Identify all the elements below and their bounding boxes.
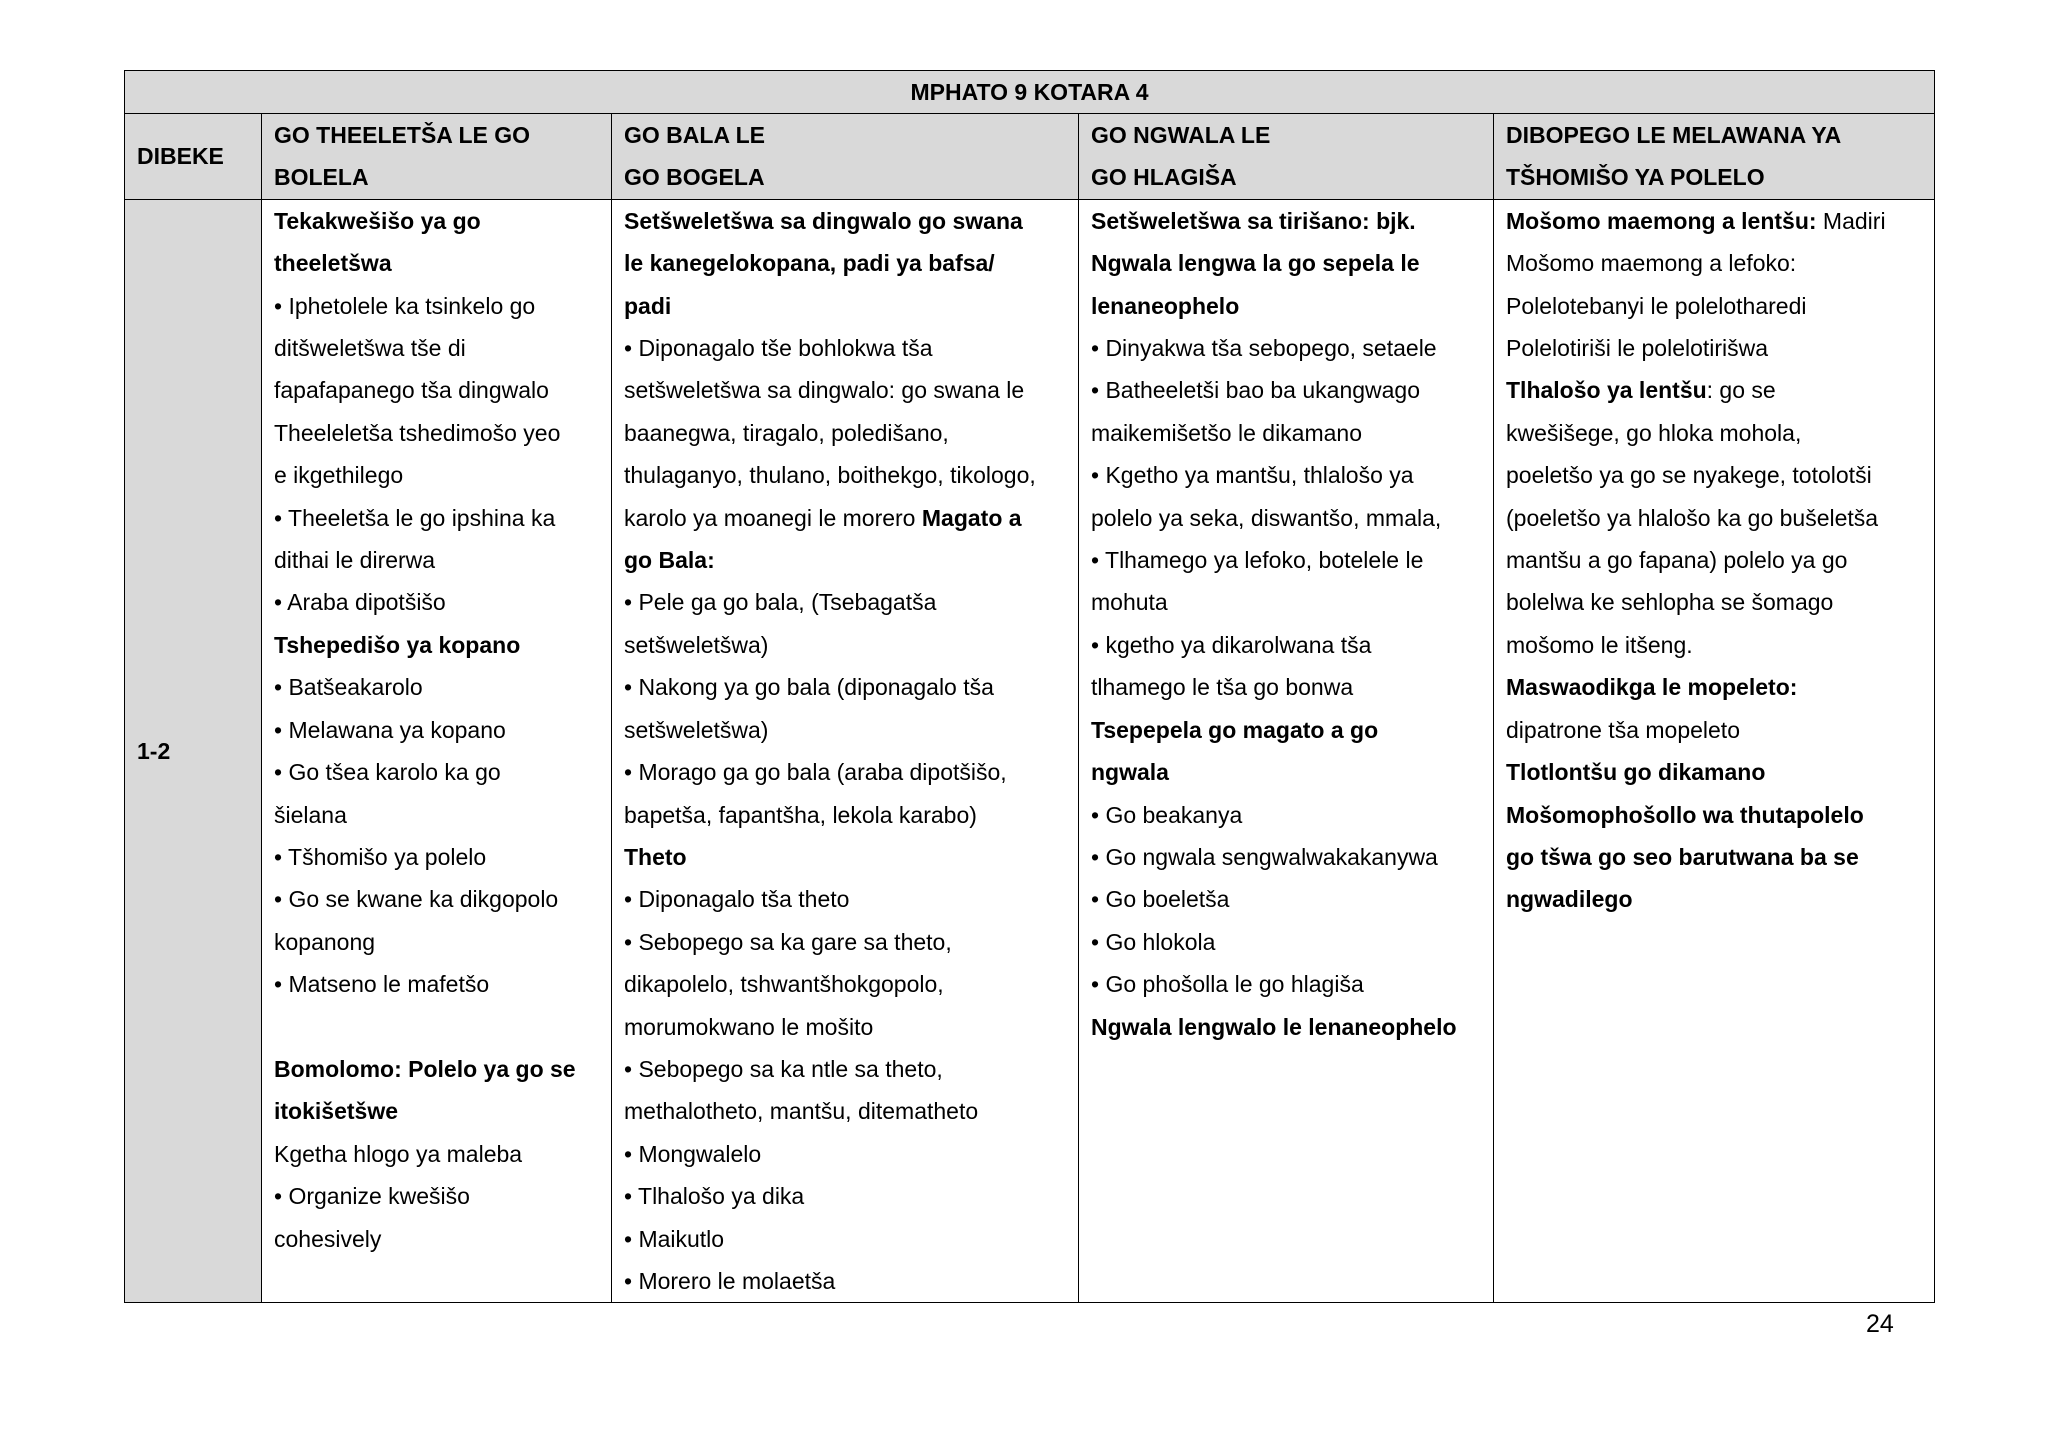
text-segment: • Go hlokola (1091, 928, 1216, 955)
text-segment: kwešišege, go hloka mohola, (1506, 419, 1802, 446)
cell-line (1091, 709, 1481, 751)
language-structures-cell (1494, 199, 1935, 1303)
text-segment: dikapolelo, tshwantšhokgopolo, (624, 971, 944, 998)
cell-line (1506, 836, 1922, 878)
text-segment: mantšu a go fapana) polelo ya go (1506, 547, 1848, 574)
text-segment: • Tlhalošo ya dika (624, 1183, 805, 1210)
text-segment: • Tšhomišo ya polelo (274, 843, 487, 870)
text-segment: • Maikutlo (624, 1225, 725, 1252)
column-header-line: GO THEELETŠA LE GO (274, 122, 530, 148)
text-segment: polelo ya seka, diswantšo, mmala, (1091, 504, 1442, 531)
text-segment: Tshepedišo ya kopano (274, 631, 521, 658)
text-segment: • Dinyakwa tša sebopego, setaele (1091, 335, 1437, 362)
text-segment: Theeleletša tshedimošo yeo (274, 419, 561, 446)
cell-line (624, 1175, 1066, 1217)
text-segment: mošomo le itšeng. (1506, 631, 1693, 658)
cell-line (624, 1133, 1066, 1175)
column-header-line: GO NGWALA LE (1091, 122, 1271, 148)
text-segment: • Go tšea karolo ka go (274, 759, 501, 786)
week-number: 1-2 (125, 199, 262, 1303)
text-segment: bolelwa ke sehlopha se šomago (1506, 589, 1834, 616)
text-segment: maikemišetšo le dikamano (1091, 419, 1363, 446)
column-header-language (1494, 114, 1935, 200)
text-segment: • Iphetolele ka tsinkelo go (274, 292, 536, 319)
text-segment: • Theeletša le go ipshina ka (274, 504, 556, 531)
column-header-line: GO BOGELA (624, 164, 765, 191)
cell-line (274, 1175, 599, 1217)
column-header-line: TŠHOMIŠO YA POLELO (1506, 164, 1765, 191)
cell-line (624, 751, 1066, 793)
text-segment: Polelotiriši le polelotirišwa (1506, 335, 1769, 362)
cell-line (1506, 581, 1922, 623)
cell-line (274, 1133, 599, 1175)
cell-line (274, 1218, 599, 1260)
text-segment: morumokwano le mošito (624, 1013, 874, 1040)
text-segment: dithai le direrwa (274, 547, 436, 574)
listening-speaking-cell (262, 199, 612, 1303)
reading-viewing-cell (612, 199, 1079, 1303)
cell-line (1506, 497, 1922, 539)
text-segment: • Matseno le mafetšo (274, 971, 490, 998)
text-segment: setšweletšwa) (624, 716, 769, 743)
column-header-reading (612, 114, 1079, 200)
cell-line (274, 412, 599, 454)
text-segment: • Batheeletši bao ba ukangwago (1091, 377, 1421, 404)
cell-line (274, 242, 599, 284)
text-segment: • Kgetho ya mantšu, thlalošo ya (1091, 462, 1414, 489)
text-segment: itokišetšwe (274, 1098, 398, 1125)
table-title: MPHATO 9 KOTARA 4 (125, 71, 1935, 114)
cell-line (1091, 666, 1481, 708)
cell-line (1091, 1006, 1481, 1048)
cell-line (274, 751, 599, 793)
blank-line (274, 1006, 599, 1048)
text-segment: • Batšeakarolo (274, 674, 423, 701)
text-segment: • kgetho ya dikarolwana tša (1091, 631, 1372, 658)
text-segment: : go se (1706, 377, 1776, 404)
cell-line (274, 200, 599, 242)
week-column-header: DIBEKE (125, 114, 262, 200)
text-segment: lenaneophelo (1091, 292, 1240, 319)
cell-line (1506, 327, 1922, 369)
cell-line (1506, 200, 1922, 242)
curriculum-page (124, 70, 1934, 1303)
cell-line (1506, 666, 1922, 708)
text-segment: • Go se kwane ka dikgopolo (274, 886, 559, 913)
cell-line (1506, 412, 1922, 454)
cell-line (274, 369, 599, 411)
cell-line (624, 539, 1066, 581)
cell-line (1091, 242, 1481, 284)
cell-line (1091, 497, 1481, 539)
cell-line (624, 454, 1066, 496)
text-segment: Tekakwešišo ya go (274, 207, 481, 234)
text-segment: go Bala: (624, 547, 715, 574)
cell-line (1091, 794, 1481, 836)
week-row (125, 199, 1935, 1303)
text-segment: Ngwala lengwalo le lenaneophelo (1091, 1013, 1457, 1040)
cell-line (1091, 412, 1481, 454)
cell-line (624, 200, 1066, 242)
text-segment: theeletšwa (274, 250, 392, 277)
text-segment: methalotheto, mantšu, ditematheto (624, 1098, 979, 1125)
cell-line (274, 709, 599, 751)
cell-line (624, 666, 1066, 708)
text-segment: le kanegelokopana, padi ya bafsa/ (624, 250, 995, 277)
cell-line (274, 285, 599, 327)
text-segment: • Diponagalo tše bohlokwa tša (624, 335, 933, 362)
text-segment: kopanong (274, 928, 376, 955)
page-number: 24 (1866, 1310, 1894, 1338)
writing-presenting-cell (1079, 199, 1494, 1303)
cell-line (624, 327, 1066, 369)
text-segment: Bomolomo: Polelo ya go se (274, 1055, 576, 1082)
cell-line (1091, 836, 1481, 878)
cell-line (1506, 454, 1922, 496)
text-segment: dipatrone tša mopeleto (1506, 716, 1740, 743)
text-segment: Theto (624, 843, 687, 870)
text-segment: Setšweletšwa sa dingwalo go swana (624, 207, 1023, 234)
text-segment: • Tlhamego ya lefoko, botelele le (1091, 547, 1424, 574)
text-segment: • Organize kwešišo (274, 1183, 470, 1210)
text-segment: Tsepepela go magato a go (1091, 716, 1379, 743)
text-segment: • Mongwalelo (624, 1140, 762, 1167)
text-segment: (poeletšo ya hlalošo ka go bušeletša (1506, 504, 1879, 531)
text-segment: thulaganyo, thulano, boithekgo, tikologo, (624, 462, 1036, 489)
cell-line (1091, 454, 1481, 496)
cell-line (1506, 878, 1922, 920)
text-segment: • Go boeletša (1091, 886, 1230, 913)
text-segment: • Sebopego sa ka ntle sa theto, (624, 1055, 943, 1082)
text-segment: Mošomophošollo wa thutapolelo (1506, 801, 1864, 828)
text-segment: padi (624, 292, 672, 319)
cell-line (1091, 921, 1481, 963)
cell-line (274, 878, 599, 920)
cell-line (1506, 285, 1922, 327)
text-segment: Tlotlontšu go dikamano (1506, 759, 1766, 786)
cell-line (274, 624, 599, 666)
cell-line (624, 242, 1066, 284)
cell-line (274, 539, 599, 581)
title-row (125, 71, 1935, 114)
curriculum-table (124, 70, 1935, 1303)
cell-line (624, 285, 1066, 327)
cell-line (1091, 878, 1481, 920)
text-segment: bapetša, fapantšha, lekola karabo) (624, 801, 977, 828)
cell-line (624, 1218, 1066, 1260)
text-segment: • Pele ga go bala, (Tsebagatša (624, 589, 937, 616)
cell-line (1091, 327, 1481, 369)
text-segment: • Morero le molaetša (624, 1267, 836, 1294)
text-segment: Setšweletšwa sa tirišano: bjk. (1091, 207, 1416, 234)
cell-line (624, 1006, 1066, 1048)
cell-line (624, 1260, 1066, 1302)
cell-line (624, 624, 1066, 666)
text-segment: Mošomo maemong a lefoko: (1506, 250, 1797, 277)
text-segment: • Morago ga go bala (araba dipotšišo, (624, 759, 1007, 786)
text-segment: poeletšo ya go se nyakege, totolotši (1506, 462, 1872, 489)
cell-line (1091, 751, 1481, 793)
cell-line (1091, 369, 1481, 411)
text-segment: setšweletšwa) (624, 631, 769, 658)
text-segment: • Go phošolla le go hlagiša (1091, 971, 1364, 998)
text-segment: ditšweletšwa tše di (274, 335, 466, 362)
text-segment: • Sebopego sa ka gare sa theto, (624, 928, 952, 955)
text-segment: go tšwa go seo barutwana ba se (1506, 843, 1859, 870)
cell-line (1506, 369, 1922, 411)
cell-line (274, 794, 599, 836)
cell-line (624, 412, 1066, 454)
cell-line (1506, 751, 1922, 793)
text-segment: • Go beakanya (1091, 801, 1243, 828)
cell-line (274, 1090, 599, 1132)
cell-line (1091, 285, 1481, 327)
text-segment: • Melawana ya kopano (274, 716, 506, 743)
text-segment: fapafapanego tša dingwalo (274, 377, 549, 404)
text-segment: karolo ya moanegi le morero (624, 504, 922, 531)
cell-line (1506, 709, 1922, 751)
cell-line (624, 1090, 1066, 1132)
text-segment: Ngwala lengwa la go sepela le (1091, 250, 1420, 277)
cell-line (1091, 200, 1481, 242)
cell-line (1091, 539, 1481, 581)
cell-line (1506, 242, 1922, 284)
cell-line (624, 794, 1066, 836)
cell-line (274, 963, 599, 1005)
text-segment: Tlhalošo ya lentšu (1506, 377, 1707, 404)
text-segment: • Nakong ya go bala (diponagalo tša (624, 674, 994, 701)
cell-line (274, 836, 599, 878)
cell-line (624, 369, 1066, 411)
cell-line (274, 581, 599, 623)
cell-line (1091, 581, 1481, 623)
text-segment: ngwadilego (1506, 886, 1633, 913)
text-segment: • Diponagalo tša theto (624, 886, 850, 913)
cell-line (624, 497, 1066, 539)
text-segment: baanegwa, tiragalo, poledišano, (624, 419, 949, 446)
text-segment: mohuta (1091, 589, 1168, 616)
cell-line (274, 666, 599, 708)
text-segment: Kgetha hlogo ya maleba (274, 1140, 523, 1167)
column-header-line: GO BALA LE (624, 122, 765, 148)
cell-line (1091, 963, 1481, 1005)
header-row (125, 114, 1935, 200)
cell-line (624, 1048, 1066, 1090)
cell-line (274, 327, 599, 369)
text-segment: Maswaodikga le mopeleto: (1506, 674, 1798, 701)
column-header-line: GO HLAGIŠA (1091, 164, 1237, 191)
text-segment: ngwala (1091, 759, 1169, 786)
text-segment: • Go ngwala sengwalwakakanywa (1091, 843, 1438, 870)
cell-line (274, 454, 599, 496)
cell-line (624, 878, 1066, 920)
text-segment: Polelotebanyi le polelotharedi (1506, 292, 1807, 319)
cell-line (274, 1048, 599, 1090)
text-segment: tlhamego le tša go bonwa (1091, 674, 1354, 701)
text-segment: setšweletšwa sa dingwalo: go swana le (624, 377, 1025, 404)
cell-line (274, 497, 599, 539)
text-segment: Mošomo maemong a lentšu: (1506, 207, 1817, 234)
column-header-line: BOLELA (274, 164, 369, 191)
text-segment: Magato a (921, 504, 1022, 531)
cell-line (624, 963, 1066, 1005)
text-segment: cohesively (274, 1225, 382, 1252)
cell-line (624, 709, 1066, 751)
cell-line (274, 921, 599, 963)
text-segment: šielana (274, 801, 347, 828)
cell-line (1091, 624, 1481, 666)
cell-line (624, 581, 1066, 623)
column-header-listening (262, 114, 612, 200)
column-header-writing (1079, 114, 1494, 200)
cell-line (624, 921, 1066, 963)
text-segment: Madiri (1816, 207, 1886, 234)
cell-line (1506, 794, 1922, 836)
text-segment: e ikgethilego (274, 462, 404, 489)
cell-line (624, 836, 1066, 878)
column-header-line: DIBOPEGO LE MELAWANA YA (1506, 122, 1842, 148)
text-segment: • Araba dipotšišo (274, 589, 446, 616)
cell-line (1506, 539, 1922, 581)
cell-line (1506, 624, 1922, 666)
